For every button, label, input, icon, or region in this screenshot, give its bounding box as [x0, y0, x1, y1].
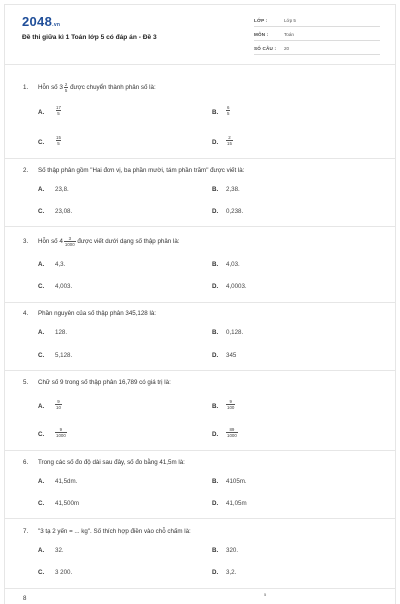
option-label[interactable]: C. [38, 208, 45, 215]
option-label[interactable]: D. [212, 283, 219, 290]
option-value[interactable]: 41,5dm. [55, 478, 78, 485]
divider [4, 64, 396, 65]
option-value[interactable]: $\frac{9}{10}$ [56, 399, 61, 410]
option-value[interactable]: 3,2. [226, 569, 237, 576]
question-text: Hỗn số 4 $\frac{3}{1000}$ được viết dưới dạng số thập phân là: [38, 236, 180, 247]
option-label[interactable]: B. [212, 329, 219, 336]
option-label[interactable]: A. [38, 109, 45, 116]
question-number: 4. [23, 310, 29, 317]
meta-value: Toán [284, 32, 294, 37]
divider [4, 370, 396, 371]
option-label[interactable]: B. [212, 109, 219, 116]
option-label[interactable]: B. [212, 261, 219, 268]
option-label[interactable]: A. [38, 186, 45, 193]
meta-label: SỐ CÂU : [254, 46, 277, 51]
option-label[interactable]: B. [212, 403, 219, 410]
divider [4, 158, 396, 159]
option-value[interactable]: 320. [226, 547, 239, 554]
option-value[interactable]: 32. [55, 547, 64, 554]
meta-value: Lớp 5 [284, 18, 296, 23]
option-value[interactable]: $\frac{6}{5}$ [227, 105, 230, 116]
question-number: 1. [23, 84, 29, 91]
option-label[interactable]: B. [212, 186, 219, 193]
option-label[interactable]: D. [212, 431, 219, 438]
mixed-number: 3 $\frac{2}{5}$ [59, 82, 68, 93]
option-value[interactable]: 4105m. [226, 478, 247, 485]
question-text: "3 tạ 2 yến = ... kg". Số thích hợp điền vào chỗ chấm là: [38, 528, 191, 535]
mixed-number: 4 $\frac{3}{1000}$ [59, 236, 75, 247]
question-text: Số thập phân gồm "Hai đơn vị, ba phần mười, tám phần trăm" được viết là: [38, 167, 245, 174]
partial-question-mark: 5 [264, 592, 267, 597]
option-value[interactable]: $\frac{9}{1000}$ [56, 427, 66, 438]
meta-class-row [254, 16, 380, 27]
meta-value: 20 [284, 46, 290, 51]
option-value[interactable]: 4,003. [55, 283, 73, 290]
question-number: 2. [23, 167, 29, 174]
divider [4, 450, 396, 451]
option-label[interactable]: C. [38, 139, 45, 146]
option-label[interactable]: D. [212, 208, 219, 215]
option-label[interactable]: D. [212, 569, 219, 576]
option-label[interactable]: A. [38, 329, 45, 336]
option-label[interactable]: D. [212, 139, 219, 146]
divider [4, 588, 396, 589]
option-value[interactable]: 4,0003. [226, 283, 247, 290]
option-value[interactable]: 4,3. [55, 261, 66, 268]
option-label[interactable]: A. [38, 547, 45, 554]
option-value[interactable]: $\frac{15}{5}$ [56, 135, 61, 146]
question-number: 6. [23, 459, 29, 466]
option-label[interactable]: A. [38, 478, 45, 485]
option-value[interactable]: 41,500m [55, 500, 80, 507]
question-number: 5. [23, 379, 29, 386]
option-label[interactable]: A. [38, 403, 45, 410]
option-value[interactable]: 4,03. [226, 261, 240, 268]
meta-label: MÔN : [254, 32, 269, 37]
option-label[interactable]: C. [38, 283, 45, 290]
option-value[interactable]: 0,238. [226, 208, 244, 215]
option-value[interactable]: 345 [226, 352, 237, 359]
question-number: 8 [23, 595, 27, 602]
option-value[interactable]: 5,128. [55, 352, 73, 359]
option-label[interactable]: D. [212, 352, 219, 359]
divider [4, 302, 396, 303]
question-text: Trong các số đo độ dài sau đây, số đo bằng 41,5m là: [38, 459, 185, 466]
option-label[interactable]: B. [212, 547, 219, 554]
meta-label: LỚP : [254, 18, 268, 23]
meta-subject-row [254, 30, 380, 41]
option-label[interactable]: A. [38, 261, 45, 268]
site-logo[interactable]: 2048.vn [22, 14, 61, 29]
question-text: Phần nguyên của số thập phân 345,128 là: [38, 310, 157, 317]
question-text: Chữ số 9 trong số thập phân 16,789 có giá trị là: [38, 379, 171, 386]
exam-sheet [4, 4, 396, 604]
option-label[interactable]: D. [212, 500, 219, 507]
question-text: Hỗn số 3 $\frac{2}{5}$ được chuyển thành phân số là: [38, 82, 156, 93]
divider [4, 226, 396, 227]
option-label[interactable]: C. [38, 352, 45, 359]
option-value[interactable]: 23,08. [55, 208, 73, 215]
divider [4, 518, 396, 519]
option-value[interactable]: 128. [55, 329, 68, 336]
option-value[interactable]: $\frac{89}{1000}$ [227, 427, 237, 438]
option-value[interactable]: 23,8. [55, 186, 69, 193]
option-value[interactable]: $\frac{9}{100}$ [227, 399, 235, 410]
option-value[interactable]: 0,128. [226, 329, 244, 336]
question-number: 7. [23, 528, 29, 535]
option-value[interactable]: 2,38. [226, 186, 240, 193]
option-value[interactable]: $\frac{2}{15}$ [227, 135, 232, 146]
option-value[interactable]: $\frac{17}{5}$ [56, 105, 61, 116]
option-label[interactable]: C. [38, 431, 45, 438]
option-value[interactable]: 41,05m [226, 500, 247, 507]
page-title: Đề thi giữa kì 1 Toán lớp 5 có đáp án - Đề 3 [22, 34, 157, 41]
meta-count-row [254, 44, 380, 55]
option-label[interactable]: B. [212, 478, 219, 485]
option-value[interactable]: 3 200. [55, 569, 73, 576]
option-label[interactable]: C. [38, 500, 45, 507]
option-label[interactable]: C. [38, 569, 45, 576]
question-number: 3. [23, 238, 29, 245]
